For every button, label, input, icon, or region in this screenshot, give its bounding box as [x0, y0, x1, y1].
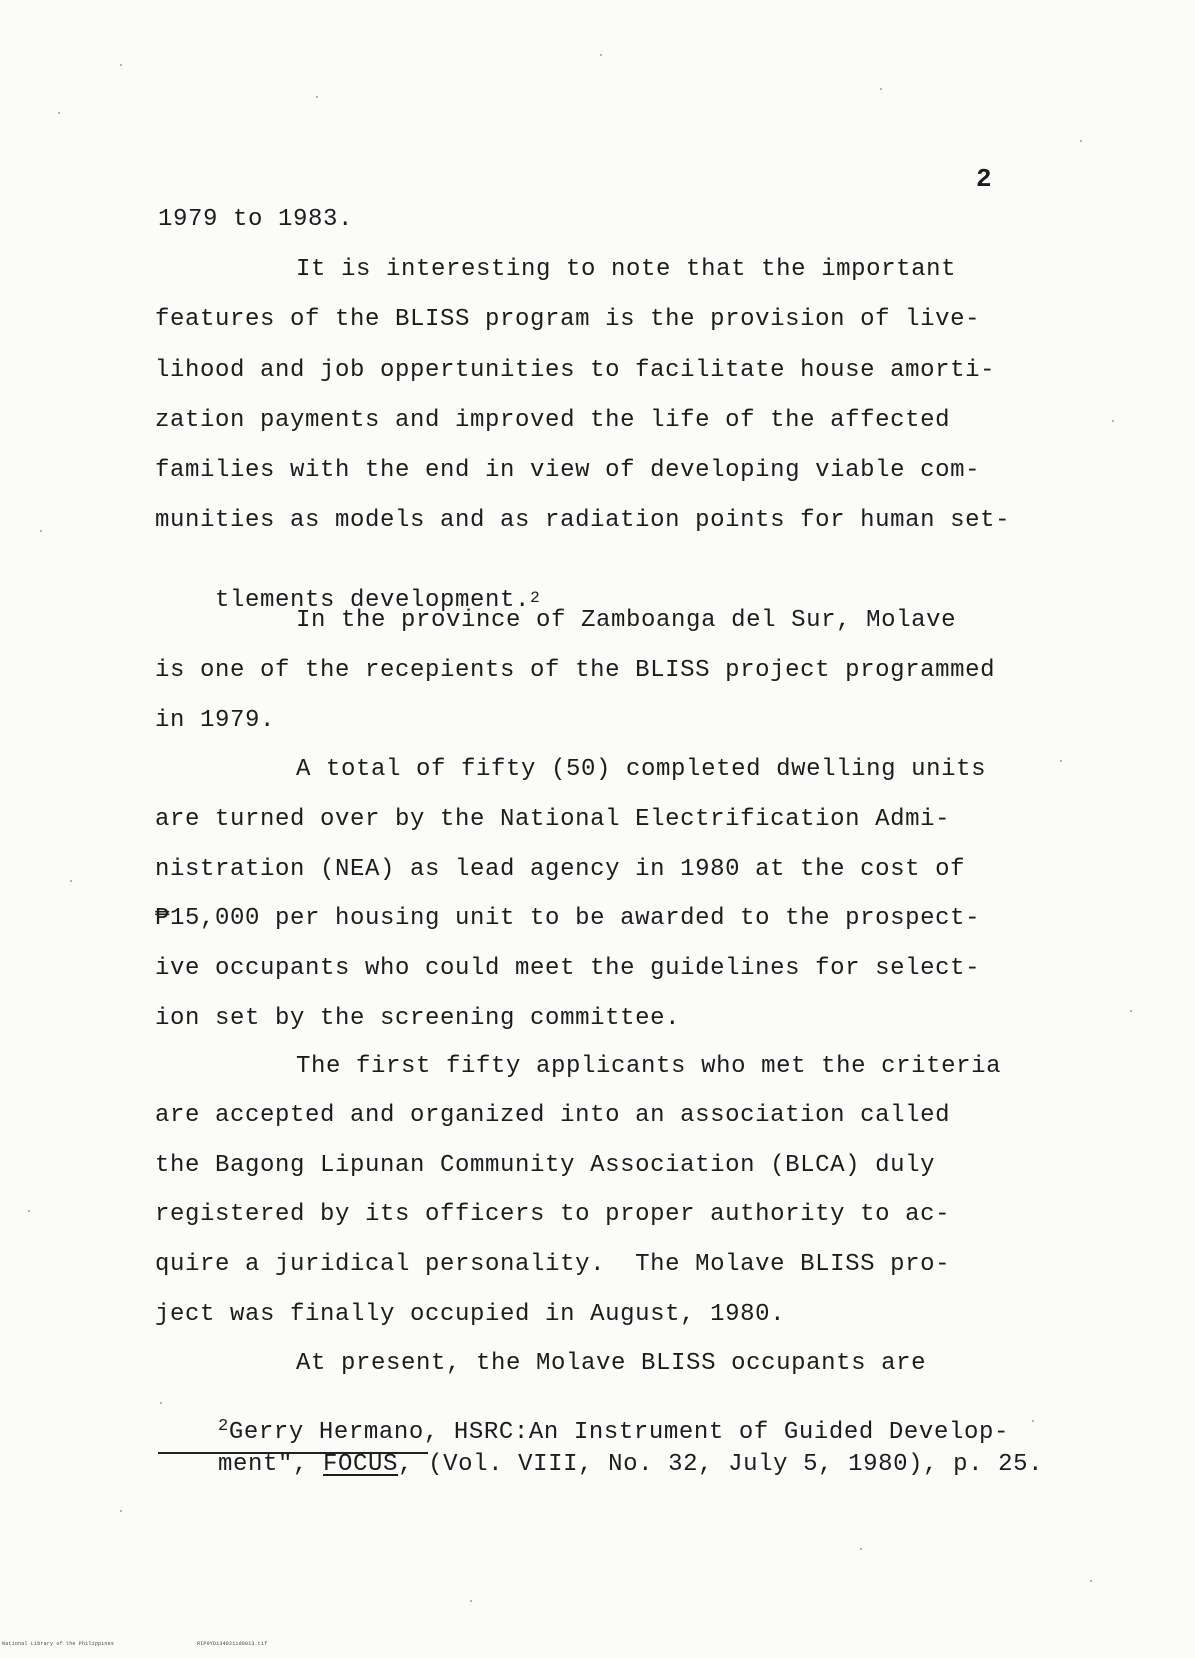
scan-speck	[70, 880, 72, 882]
text-line: tlements development.	[215, 587, 531, 614]
scan-speck	[880, 88, 882, 90]
scan-speck	[316, 96, 318, 98]
footnote-journal-title: FOCUS	[323, 1451, 399, 1478]
footnote-text: ment",	[218, 1451, 324, 1478]
scan-speck	[1090, 1580, 1092, 1582]
scan-speck	[1060, 760, 1062, 762]
text-line: It is interesting to note that the important	[296, 256, 957, 283]
text-line: A total of fifty (50) completed dwelling units	[296, 756, 987, 783]
text-line: registered by its officers to proper authority to ac-	[155, 1201, 951, 1228]
text-line: In the province of Zamboanga del Sur, Molave	[296, 607, 957, 634]
scan-speck	[860, 1548, 862, 1550]
text-line: 1979 to 1983.	[158, 206, 354, 233]
text-line: quire a juridical personality. The Molave BLISS pro-	[155, 1251, 951, 1278]
text-line: features of the BLISS program is the provision of live-	[155, 306, 981, 333]
text-line: are turned over by the National Electrification Admi-	[155, 806, 951, 833]
text-line: ion set by the screening committee.	[155, 1005, 681, 1032]
text-line: are accepted and organized into an association called	[155, 1102, 951, 1129]
text-line: ₱15,000 per housing unit to be awarded to the prospect-	[155, 905, 981, 932]
footnote-line	[158, 1420, 1043, 1510]
scan-speck	[28, 1210, 30, 1212]
page-number: 2	[976, 164, 992, 194]
scan-speck	[470, 1600, 472, 1602]
footnote-text: , (Vol. VIII, No. 32, July 5, 1980), p. 25.	[398, 1451, 1044, 1478]
text-line: ive occupants who could meet the guidelines for select-	[155, 955, 981, 982]
scan-footer-source: National Library of the Philippines	[2, 1641, 115, 1647]
scan-speck	[40, 530, 42, 532]
scan-speck	[120, 1510, 122, 1512]
scan-speck	[1112, 420, 1114, 422]
text-line: is one of the recepients of the BLISS project programmed	[155, 657, 996, 684]
text-line: zation payments and improved the life of the affected	[155, 407, 951, 434]
text-line: the Bagong Lipunan Community Association (BLCA) duly	[155, 1152, 936, 1179]
footnote-text: Gerry Hermano, HSRC:An Instrument of Guided Develop-	[228, 1419, 1009, 1446]
scan-speck	[600, 54, 602, 56]
scan-speck	[58, 112, 60, 114]
text-line: nistration (NEA) as lead agency in 1980 at the cost of	[155, 856, 966, 883]
scan-speck	[120, 64, 122, 66]
scan-footer-filename: RIP0YD1349211d0013.tif	[197, 1641, 268, 1647]
text-line: lihood and job oppertunities to facilitate house amorti-	[155, 357, 996, 384]
text-line: families with the end in view of developing viable com-	[155, 457, 981, 484]
scan-speck	[1130, 1010, 1132, 1012]
footnote-mark: 2	[218, 1417, 229, 1436]
text-line: At present, the Molave BLISS occupants are	[296, 1350, 927, 1377]
text-line: ject was finally occupied in August, 1980.	[155, 1301, 786, 1328]
text-line: The first fifty applicants who met the criteria	[296, 1053, 1002, 1080]
text-line: munities as models and as radiation points for human set-	[155, 507, 1011, 534]
text-line: in 1979.	[155, 707, 276, 734]
footnote-reference: 2	[530, 589, 541, 607]
scan-speck	[1080, 140, 1082, 142]
